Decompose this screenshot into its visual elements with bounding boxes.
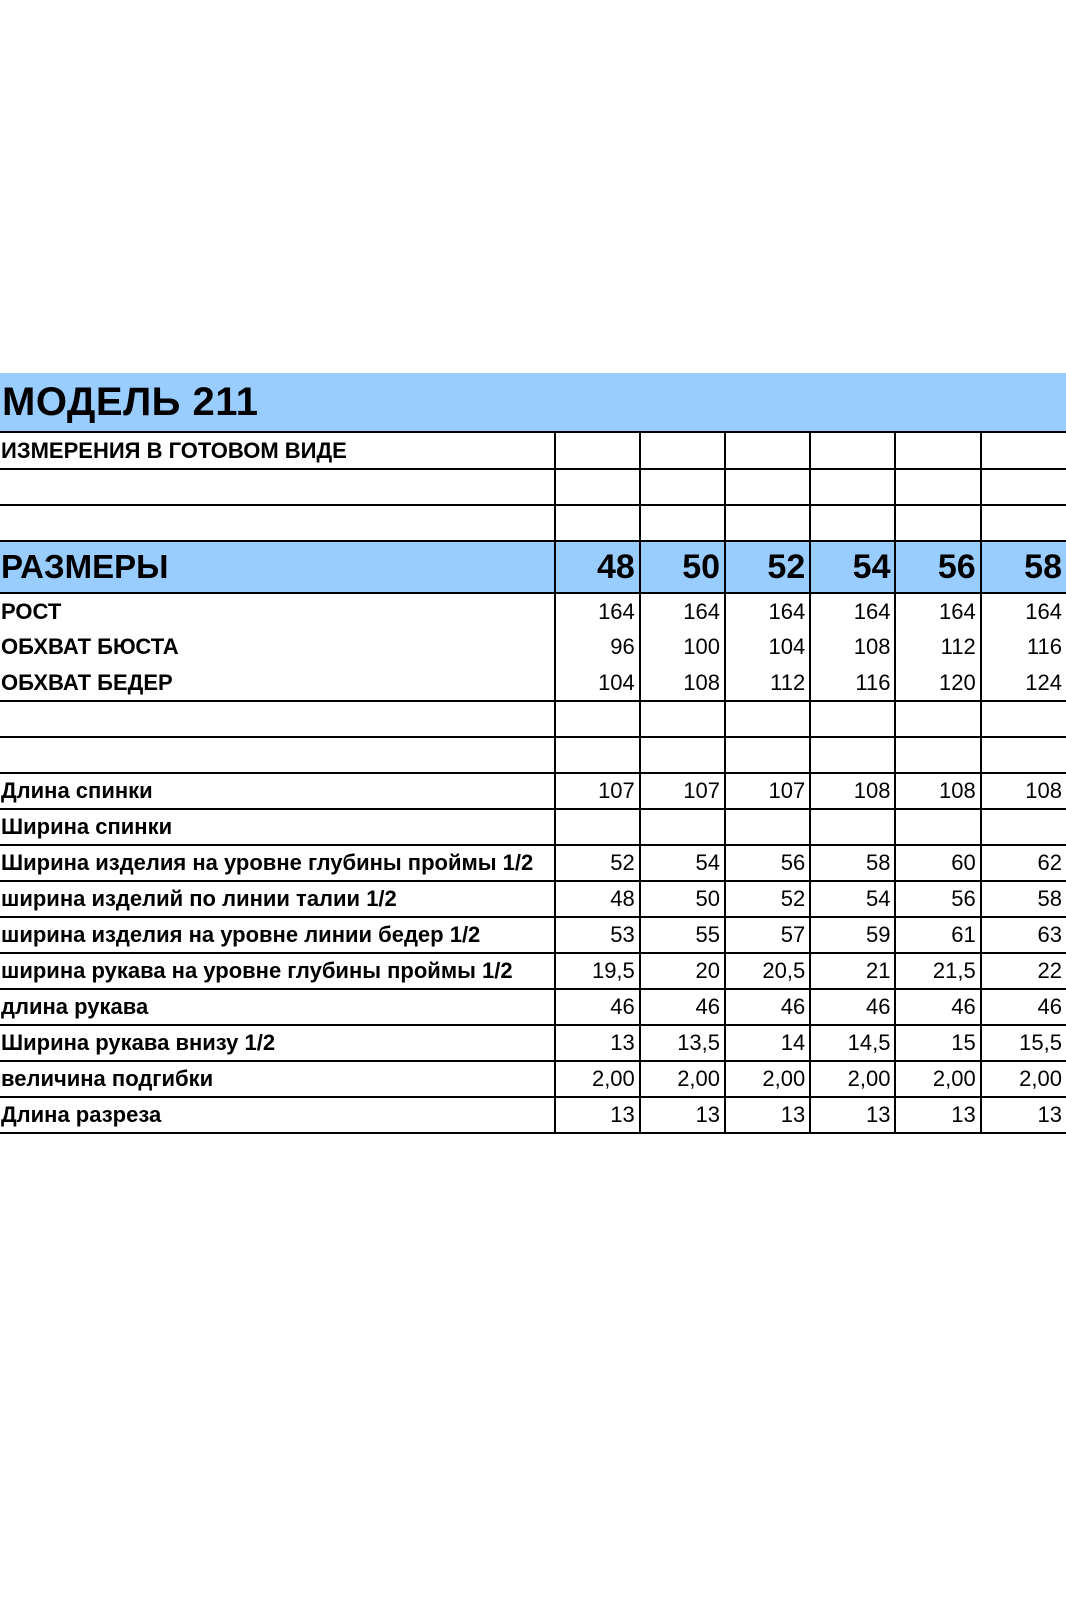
measurement-value (640, 701, 725, 737)
measurement-value: 54 (640, 845, 725, 881)
measurement-value (981, 701, 1066, 737)
model-title: МОДЕЛЬ 211 (2, 379, 259, 424)
measurement-label: РОСТ (1, 598, 62, 624)
empty-cell (810, 505, 895, 541)
garment-measurement-row (0, 1097, 1066, 1133)
body-measurement-row (0, 593, 1066, 629)
empty-cell (555, 505, 640, 541)
empty-cell (810, 469, 895, 505)
sizes-label: РАЗМЕРЫ (0, 541, 555, 593)
size-chart-sheet (0, 373, 1066, 1134)
measurement-value: 164 (981, 593, 1066, 629)
measurement-value (725, 809, 810, 845)
empty-cell (981, 469, 1066, 505)
measurement-value (555, 737, 640, 773)
measurement-value: 56 (895, 881, 980, 917)
empty-cell (555, 433, 640, 469)
measurement-value: 108 (810, 773, 895, 809)
measurement-value: 120 (895, 665, 980, 701)
empty-row (0, 737, 1066, 773)
empty-cell (0, 469, 555, 505)
measurement-value: 164 (725, 593, 810, 629)
size-header-cell: 56 (895, 541, 980, 593)
measurement-value: 108 (810, 629, 895, 665)
measurement-value: 21,5 (895, 953, 980, 989)
empty-cell (895, 505, 980, 541)
body-measurement-row (0, 629, 1066, 665)
measurement-value: 104 (725, 629, 810, 665)
measurement-value (895, 701, 980, 737)
measurement-value: 19,5 (555, 953, 640, 989)
measurement-value (810, 809, 895, 845)
empty-cell (981, 505, 1066, 541)
empty-cell (640, 469, 725, 505)
measurement-value: 14 (725, 1025, 810, 1061)
garment-measurement-row (0, 1061, 1066, 1097)
garment-measurement-row (0, 1025, 1066, 1061)
measurement-value: 61 (895, 917, 980, 953)
empty-cell (810, 433, 895, 469)
measurement-value: 46 (895, 989, 980, 1025)
garment-measurement-row (0, 953, 1066, 989)
measurement-label: величина подгибки (0, 1061, 555, 1097)
empty-cell (895, 469, 980, 505)
measurement-label (0, 701, 555, 737)
empty-cell (725, 469, 810, 505)
measurement-value: 100 (640, 629, 725, 665)
measurement-value: 13 (810, 1097, 895, 1133)
measurement-label: ширина изделий по линии талии 1/2 (0, 881, 555, 917)
measurement-value: 46 (640, 989, 725, 1025)
measurement-value: 13 (640, 1097, 725, 1133)
measurement-value: 108 (981, 773, 1066, 809)
measurement-label: Длина спинки (0, 773, 555, 809)
measurement-value: 14,5 (810, 1025, 895, 1061)
measurement-value: 48 (555, 881, 640, 917)
measurement-value: 107 (725, 773, 810, 809)
measurement-value: 46 (981, 989, 1066, 1025)
measurement-value (810, 701, 895, 737)
measurement-value: 2,00 (640, 1061, 725, 1097)
measurement-label: ширина рукава на уровне глубины проймы 1/2 (0, 953, 555, 989)
measurement-value (555, 701, 640, 737)
measurement-value: 57 (725, 917, 810, 953)
measurement-value: 62 (981, 845, 1066, 881)
title-bar (0, 373, 1066, 433)
measurement-value: 164 (810, 593, 895, 629)
measurement-label: Длина разреза (0, 1097, 555, 1133)
measurement-value: 13,5 (640, 1025, 725, 1061)
measurement-value: 164 (555, 593, 640, 629)
measurement-label: Ширина изделия на уровне глубины проймы 1/2 (0, 845, 555, 881)
subtitle-row (0, 433, 1066, 469)
measurement-label (0, 737, 555, 773)
size-header-cell: 52 (725, 541, 810, 593)
subtitle-cell: ИЗМЕРЕНИЯ В ГОТОВОМ ВИДЕ (0, 433, 555, 469)
measurement-value: 116 (810, 665, 895, 701)
measurement-value: 13 (895, 1097, 980, 1133)
size-header-cell: 48 (555, 541, 640, 593)
measurement-value: 15 (895, 1025, 980, 1061)
garment-measurement-row (0, 809, 1066, 845)
measurement-label: Ширина рукава внизу 1/2 (0, 1025, 555, 1061)
measurement-value: 20,5 (725, 953, 810, 989)
measurement-value: 15,5 (981, 1025, 1066, 1061)
measurement-value: 54 (810, 881, 895, 917)
measurement-value: 13 (725, 1097, 810, 1133)
empty-row (0, 701, 1066, 737)
measurement-label: ОБХВАТ БЕДЕР (0, 665, 555, 701)
empty-cell (555, 469, 640, 505)
measurement-value: 116 (981, 629, 1066, 665)
measurement-value (725, 701, 810, 737)
size-header-cell: 54 (810, 541, 895, 593)
garment-measurement-row (0, 773, 1066, 809)
measurement-value: 46 (725, 989, 810, 1025)
measurement-value: 58 (810, 845, 895, 881)
measurement-label: длина рукава (0, 989, 555, 1025)
measurement-value: 108 (895, 773, 980, 809)
measurement-value: 21 (810, 953, 895, 989)
body-measurement-row (0, 665, 1066, 701)
measurement-value: 55 (640, 917, 725, 953)
empty-cell (895, 433, 980, 469)
measurement-value: 13 (981, 1097, 1066, 1133)
measurement-value: 107 (640, 773, 725, 809)
empty-cell (0, 505, 555, 541)
size-header-cell: 50 (640, 541, 725, 593)
measurement-value (981, 809, 1066, 845)
measurement-value: 96 (555, 629, 640, 665)
empty-cell (640, 433, 725, 469)
empty-cell (725, 433, 810, 469)
measurement-value: 13 (555, 1025, 640, 1061)
measurement-value: 124 (981, 665, 1066, 701)
measurement-value: 13 (555, 1097, 640, 1133)
measurement-value (640, 809, 725, 845)
garment-measurement-row (0, 917, 1066, 953)
empty-cell (640, 505, 725, 541)
empty-cell (981, 433, 1066, 469)
measurement-value: 2,00 (725, 1061, 810, 1097)
measurement-value (725, 737, 810, 773)
measurement-value: 2,00 (981, 1061, 1066, 1097)
measurement-value (810, 737, 895, 773)
empty-row (0, 469, 1066, 505)
measurement-value: 46 (810, 989, 895, 1025)
measurement-value: 50 (640, 881, 725, 917)
measurement-label: ширина изделия на уровне линии бедер 1/2 (0, 917, 555, 953)
size-table-body (0, 433, 1066, 1133)
measurement-value: 53 (555, 917, 640, 953)
measurement-value: 112 (725, 665, 810, 701)
garment-measurement-row (0, 881, 1066, 917)
sizes-header-row (0, 541, 1066, 593)
empty-row (0, 505, 1066, 541)
measurement-value: 164 (895, 593, 980, 629)
measurement-value (895, 737, 980, 773)
measurement-value: 2,00 (895, 1061, 980, 1097)
measurement-value: 108 (640, 665, 725, 701)
measurement-value: 52 (555, 845, 640, 881)
size-header-cell: 58 (981, 541, 1066, 593)
measurement-value: 60 (895, 845, 980, 881)
measurement-value: 2,00 (555, 1061, 640, 1097)
measurement-value (895, 809, 980, 845)
measurement-value: 52 (725, 881, 810, 917)
measurement-value: 164 (640, 593, 725, 629)
empty-cell (725, 505, 810, 541)
measurement-label: ОБХВАТ БЮСТА (1, 634, 179, 659)
measurement-value: 112 (895, 629, 980, 665)
measurement-value: 20 (640, 953, 725, 989)
measurement-value: 56 (725, 845, 810, 881)
measurement-value: 2,00 (810, 1061, 895, 1097)
measurement-value (555, 809, 640, 845)
garment-measurement-row (0, 989, 1066, 1025)
size-table (0, 433, 1066, 1134)
measurement-value (981, 737, 1066, 773)
measurement-value: 107 (555, 773, 640, 809)
garment-measurement-row (0, 845, 1066, 881)
measurement-value: 22 (981, 953, 1066, 989)
measurement-label: Ширина спинки (0, 809, 555, 845)
measurement-value: 104 (555, 665, 640, 701)
measurement-value (640, 737, 725, 773)
measurement-value: 63 (981, 917, 1066, 953)
measurement-value: 46 (555, 989, 640, 1025)
measurement-value: 58 (981, 881, 1066, 917)
measurement-value: 59 (810, 917, 895, 953)
